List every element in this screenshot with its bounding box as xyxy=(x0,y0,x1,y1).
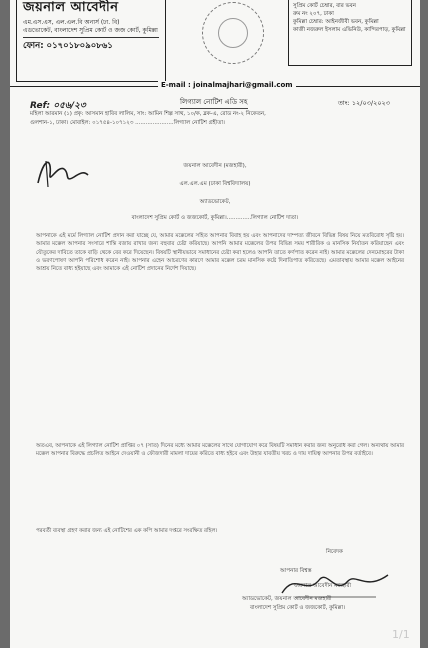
page-indicator: 1/1 xyxy=(392,628,410,641)
lawyer-degree: এম.এস.এস, এল.এল.বি অনার্স (ঢা. বি) xyxy=(23,19,120,26)
seal-icon xyxy=(202,2,264,64)
signoff-label: নিবেদক xyxy=(326,549,343,555)
signoff-name: জয়নাল আবেদীন মজহারী xyxy=(294,583,352,589)
lawyer-phone: ফোন: ০১৭০১৮০৯০৮৬১ xyxy=(23,37,159,53)
chamber-line: কাজী নজরুল ইসলাম এভিনিউ, কান্দিরপাড়, কুমিল্লা xyxy=(293,27,406,33)
letterhead-right-box xyxy=(288,0,412,66)
signoff-court: বাংলাদেশ সুপ্রিম কোর্ট ও জজকোর্ট, কুমিল্লা। xyxy=(250,605,346,611)
closing-line: পরবর্তী ব্যবস্থা গ্রহণ করার জন্য এই নোটিশের এক কপি আমার দপ্তরে সংরক্ষিত রহিল। xyxy=(36,528,218,534)
letterhead-left-box xyxy=(16,0,166,82)
chamber-line: রুম নং ২০৭, ঢাকা xyxy=(293,11,334,17)
recipient-line: গুলশান-১, ঢাকা। মোবাইল: ০১৭৫৪-১০৭১২৩ ......................লিগ্যাল নোটিশ গ্রহীতা। xyxy=(30,120,225,126)
recipient-line: মহিলা আরমান (১) প্রকৃ: আসমান হাবিব লালিম, সাং: আমিন শিল্প সাথ, ১০/ক, ব্লক-এ, রোড নং-২ নিকেতন, xyxy=(30,111,266,117)
email-text: E-mail : joinalmajhari@gmail.com xyxy=(158,81,296,89)
chamber-line: সুপ্রিম কোর্ট চেম্বার, বার ভবন xyxy=(293,3,356,9)
recipient-block xyxy=(30,110,420,128)
reference-number: Ref: ০৫৬/২৩ xyxy=(30,101,86,111)
signoff-designation: অ্যাডভোকেট, জয়নাল আবেদীন মজহারী xyxy=(242,596,332,602)
signature-icon xyxy=(276,567,396,601)
notice-paragraph: আপনাকে এই মর্মে লিগ্যাল নোটিশ প্রদান করা যাচ্ছে যে, আমার মক্কেলের সহিত আপনার বিবাহ হয় এবং আপনাদের দাম্পত্য জীবনে বিভিন্ন বিষয় নিয়ে মতবিরোধ সৃষ্টি হয়। আমার মক্কেল আপনার সংসারে শান্তি বজায় রাখার জন্য বহুবার চেষ্টা করিয়াছে। আপনি আমার মক্কেলের উপর বিভিন্ন সময় শারীরিক ও মানসিক নির্যাতন করিয়াছেন এবং যৌতুকের দাবিতে তাকে বাড়ি থেকে বের করে দিয়েছেন। বিষয়টি স্থানীয়ভাবে সমাধানের চেষ্টা করা হলেও আপনি তাতে কর্ণপাত করেন নাই। আমার মক্কেলের দেনমোহরের টাকা ও ভরণপোষণ আপনি পরিশোধ করেন নাই। আপনার এহেন আচরণের কারণে আমার মক্কেল চরম মানসিক কষ্টে দিনাতিপাত করিতেছে। এমতাবস্থায় আমার মক্কেল আইনের আশ্রয় নিতে বাধ্য হইয়াছে এবং আমাকে এই নোটিশ প্রদানের নির্দেশ দিয়াছে। xyxy=(36,233,404,273)
notice-subject: লিগ্যাল নোটিশ এডি সহ xyxy=(180,96,248,109)
sender-name: জয়নাল আবেদীন (মজহারী), xyxy=(183,163,247,169)
notice-paragraph: অতএব, আপনাকে এই লিগ্যাল নোটিশ প্রাপ্তির ০৭ (সাত) দিনের মধ্যে আমার মক্কেলের সাথে যোগাযোগ করে বিষয়টি সমাধান করার জন্য অনুরোধ করা গেল। অন্যথায় আমার মক্কেল আপনার বিরুদ্ধে প্রচলিত আইনে দেওয়ানী ও ফৌজদারী মামলা দায়ের করিতে বাধ্য হইবে এবং উহার যাবতীয় খরচ ও দায় দায়িত্ব আপনার উপর বর্তাইবে। xyxy=(36,443,404,458)
email-bar xyxy=(10,80,420,90)
lawyer-name: জয়নাল আবেদীন xyxy=(23,0,119,15)
notice-date: তাং: ১২/০৩/২০২৩ xyxy=(338,99,390,107)
chamber-line: কুমিল্লা চেম্বার: আইনজীবী ভবন, কুমিল্লা xyxy=(293,19,379,25)
sender-title: অ্যাডভোকেট, xyxy=(199,199,231,205)
document-page xyxy=(10,0,420,648)
signoff-yours: আপনার বিশ্বস্ত xyxy=(280,568,312,574)
sender-degree: এল.এল.এম (ঢাকা বিশ্ববিদ্যালয়) xyxy=(179,181,251,187)
sender-court: বাংলাদেশ সুপ্রিম কোর্ট ও জজকোর্ট, কুমিল্লা।..............লিগ্যাল নোটিশ দাতা। xyxy=(131,215,299,221)
lawyer-title: এডভোকেট, বাংলাদেশ সুপ্রিম কোর্ট ও জজ কোর্ট, কুমিল্লা xyxy=(23,27,158,34)
